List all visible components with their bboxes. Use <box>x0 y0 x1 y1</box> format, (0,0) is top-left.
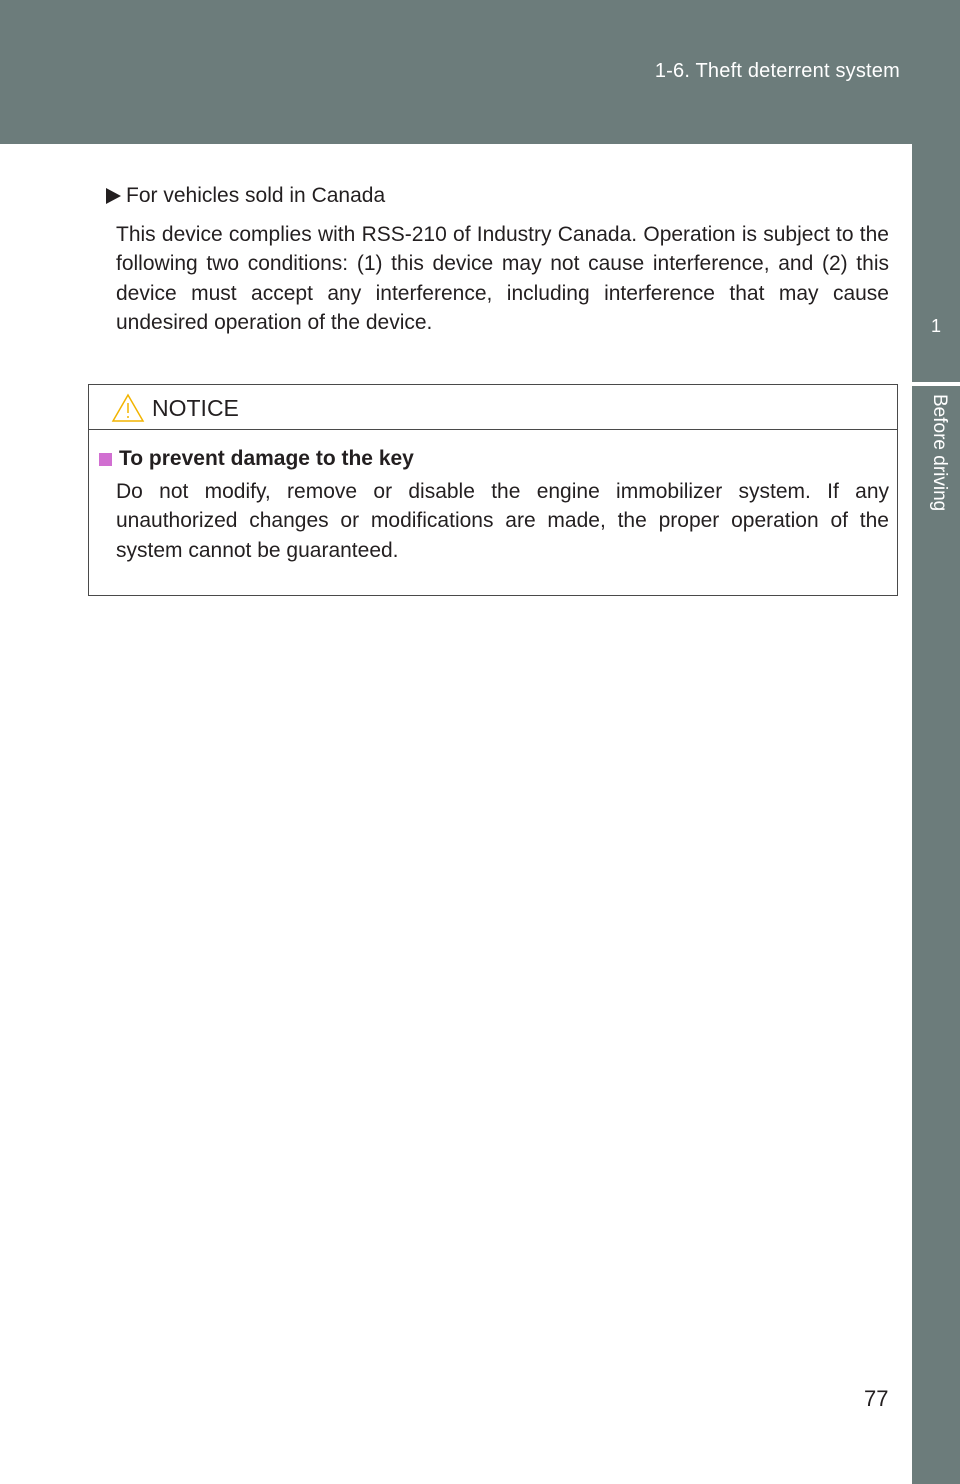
notice-heading <box>99 447 889 471</box>
notice-box <box>88 384 898 596</box>
notice-heading-text: To prevent damage to the key <box>119 447 414 470</box>
arrow-bullet-icon <box>106 188 121 204</box>
section-title: 1-6. Theft deterrent system <box>654 60 900 82</box>
page-number: 77 <box>864 1386 889 1411</box>
side-tab-upper <box>912 144 960 382</box>
notice-body <box>99 447 889 565</box>
square-bullet-icon <box>99 453 112 466</box>
notice-header <box>89 385 897 430</box>
side-tab-lower <box>912 386 960 1484</box>
chapter-label: Before driving <box>929 394 950 512</box>
warning-triangle-icon <box>111 393 145 423</box>
notice-text: Do not modify, remove or disable the engine immobilizer system. If any unauthorized changes or modifications are made, the proper operation of the system cannot be guaranteed. <box>116 480 889 562</box>
main-content <box>116 180 889 337</box>
subheading-text: For vehicles sold in Canada <box>126 184 386 207</box>
page-header <box>0 0 960 144</box>
notice-title: NOTICE <box>152 395 239 421</box>
chapter-number: 1 <box>930 316 941 336</box>
body-paragraph: This device complies with RSS-210 of Industry Canada. Operation is subject to the following two conditions: (1) this device may not cause interference, and (2) this device must accept any interference, including interference that may cause undesired operation of the device. <box>116 223 889 334</box>
subheading <box>106 180 889 212</box>
